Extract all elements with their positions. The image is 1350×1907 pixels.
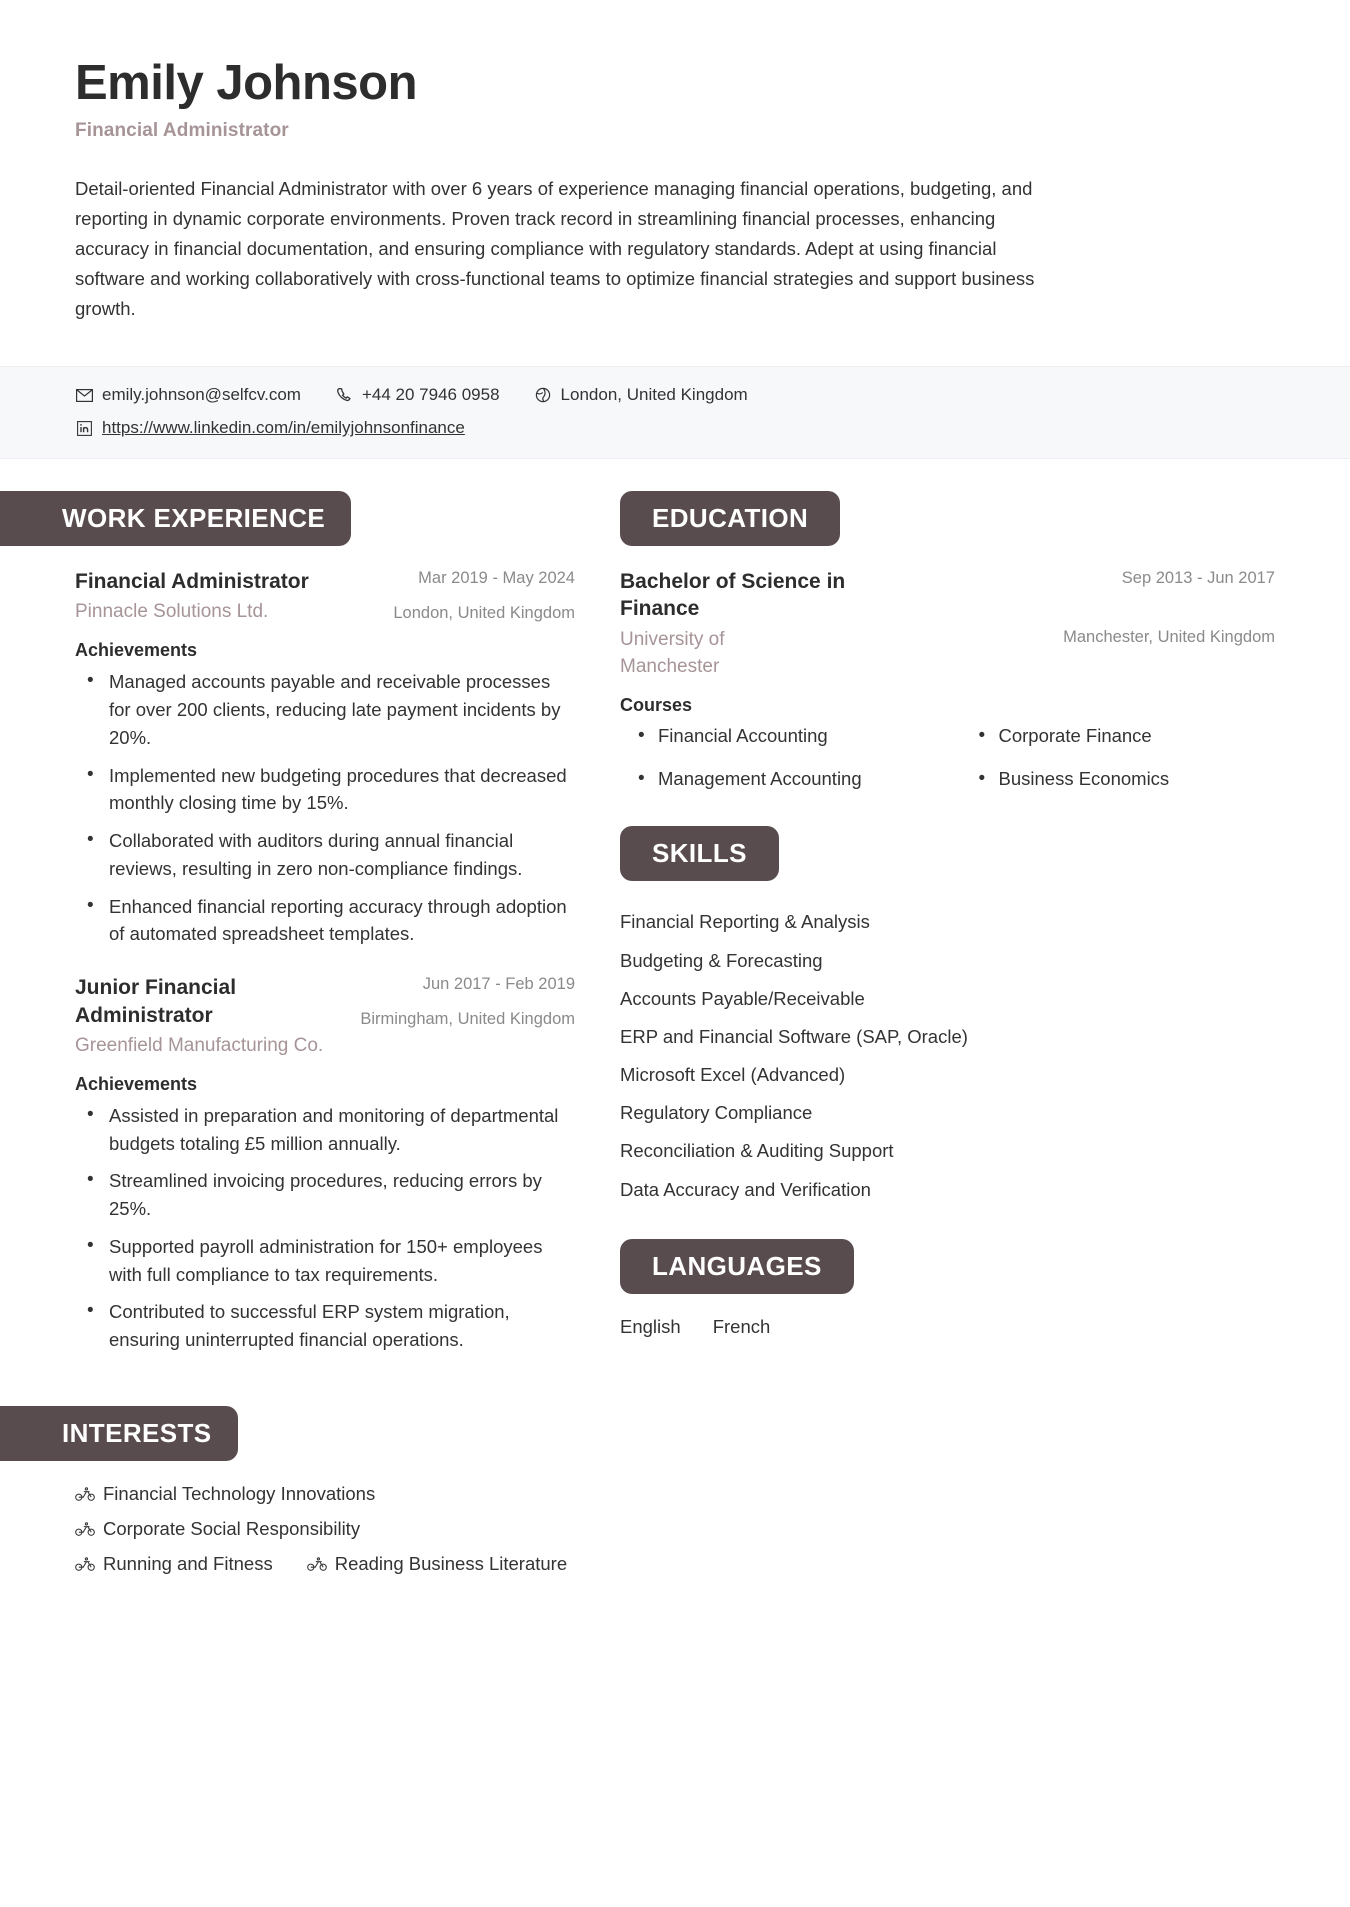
resume-body [0,459,1350,1605]
contact-phone[interactable] [335,385,500,405]
list-item: • Collaborated with auditors during annual financial reviews, resulting in zero non-compliance findings. [75,827,575,883]
work-entry-header [75,974,575,1060]
work-entry-achievements-label: Achievements [75,1073,198,1094]
work-entry-achievements [75,668,575,948]
list-item: Microsoft Excel (Advanced) [620,1064,846,1086]
work-entry-location: London, United Kingdom [393,603,575,622]
work-entry-header-right [360,974,575,1030]
list-item: Data Accuracy and Verification [620,1178,871,1200]
contact-email[interactable] [75,385,301,405]
education-entry-header-right [1063,568,1275,648]
list-item: • Streamlined invoicing procedures, reducing errors by 25%. [75,1167,575,1223]
list-item: • Corporate Finance [961,723,1276,750]
languages-heading: LANGUAGES [620,1239,854,1294]
education-entry [620,568,1275,792]
list-item: • Contributed to successful ERP system migration, ensuring uninterrupted financial operations. [75,1298,575,1354]
contact-row-secondary [75,418,1275,438]
list-item: French [712,1315,771,1337]
contact-location-text: London, United Kingdom [560,385,748,405]
interest-row [75,1553,575,1575]
contact-linkedin-text[interactable]: https://www.linkedin.com/in/emilyjohnsonfinance [102,418,465,438]
left-column [0,491,575,1605]
education-heading: EDUCATION [620,491,840,546]
work-entry-achievements-label: Achievements [75,640,198,661]
work-entry-date: Mar 2019 - May 2024 [418,569,575,588]
list-item: Reconciliation & Auditing Support [620,1140,894,1162]
bicycle-icon [307,1556,327,1572]
list-item: ERP and Financial Software (SAP, Oracle) [620,1025,968,1047]
interests-heading: INTERESTS [0,1406,238,1461]
envelope-icon [75,386,93,404]
list-item: Accounts Payable/Receivable [620,987,865,1009]
work-entry-organization: Pinnacle Solutions Ltd. [75,601,269,623]
interest-label: Running and Fitness [103,1552,273,1574]
interest-label: Corporate Social Responsibility [103,1517,361,1539]
education-date: Sep 2013 - Jun 2017 [1121,569,1275,588]
skills-heading: SKILLS [620,826,779,881]
work-entry-location: Birmingham, United Kingdom [360,1009,575,1028]
list-item: • Financial Accounting [620,723,935,750]
section-work-experience [0,491,575,1354]
section-languages [620,1239,1275,1338]
professional-summary: Detail-oriented Financial Administrator with over 6 years of experience managing financial operations, budgeting, and reporting in dynamic corporate environments. Proven track record in streamlining financial processes, enhancing accuracy in financial documentation, and ensuring compliance with regulatory standards. Adept at using financial software and working collaboratively with cross-functional teams to optimize financial strategies and support business growth. [75,178,1035,320]
work-entry-achievements [75,1102,575,1354]
contact-bar [0,366,1350,459]
section-education [620,491,1275,792]
education-institution: University of Manchester [620,628,725,677]
contact-phone-text: +44 20 7946 0958 [361,385,500,405]
list-item [75,1553,273,1575]
globe-pin-icon [534,386,552,404]
right-column [620,491,1275,1605]
contact-email-text: emily.johnson@selfcv.com [102,385,301,405]
resume-header [0,0,1350,366]
education-entry-header-left [620,568,1045,681]
contact-location [534,385,748,405]
work-experience-badge-wrap [0,491,575,546]
list-item [307,1553,567,1575]
candidate-job-title: Financial Administrator [75,120,289,142]
bicycle-icon [75,1521,95,1537]
work-entry-header-left [75,974,342,1060]
list-item [75,1483,375,1505]
skills-badge-wrap [620,826,1275,881]
education-badge-wrap [620,491,1275,546]
section-interests [0,1406,575,1575]
bicycle-icon [75,1486,95,1502]
education-entry-header [620,568,1275,681]
work-entry-header-left [75,568,375,626]
work-entry-title: Financial Administrator [75,570,309,594]
languages-badge-wrap [620,1239,1275,1294]
phone-icon [335,386,353,404]
list-item: • Management Accounting [620,766,935,793]
linkedin-icon [75,419,93,437]
list-item: • Supported payroll administration for 150+ employees with full compliance to tax requirements. [75,1233,575,1289]
work-entry-title: Junior Financial Administrator [75,976,237,1027]
list-item: • Implemented new budgeting procedures that decreased monthly closing time by 15%. [75,762,575,818]
list-item: • Managed accounts payable and receivable processes for over 200 clients, reducing late payment incidents by 20%. [75,668,575,751]
work-entry [0,568,575,948]
list-item: Regulatory Compliance [620,1102,813,1124]
bicycle-icon [75,1556,95,1572]
interests-list [0,1483,575,1575]
education-courses [620,723,1275,793]
contact-row-primary [75,385,1275,405]
work-entry-date: Jun 2017 - Feb 2019 [422,975,575,994]
interest-label: Reading Business Literature [334,1552,568,1574]
interests-badge-wrap [0,1406,575,1461]
work-experience-heading: WORK EXPERIENCE [0,491,351,546]
candidate-name: Emily Johnson [75,56,418,110]
interest-row [75,1518,575,1540]
work-entry-header [75,568,575,626]
list-item: Budgeting & Forecasting [620,949,823,971]
interest-row [75,1483,575,1505]
work-entry [0,974,575,1354]
work-entry-header-right [393,568,575,624]
languages-list [620,1316,1275,1338]
section-skills [620,826,1275,1209]
list-item: • Business Economics [961,766,1276,793]
skills-list [620,903,1275,1209]
work-entry-organization: Greenfield Manufacturing Co. [75,1034,324,1056]
education-location: Manchester, United Kingdom [1063,627,1275,646]
list-item [75,1518,360,1540]
list-item: English [620,1315,681,1337]
list-item: • Enhanced financial reporting accuracy through adoption of automated spreadsheet templates. [75,893,575,949]
education-courses-label: Courses [620,694,693,715]
interest-label: Financial Technology Innovations [103,1482,376,1504]
education-degree: Bachelor of Science in Finance [620,570,846,621]
list-item: Financial Reporting & Analysis [620,911,870,933]
contact-linkedin[interactable] [75,418,465,438]
list-item: • Assisted in preparation and monitoring of departmental budgets totaling £5 million annually. [75,1102,575,1158]
